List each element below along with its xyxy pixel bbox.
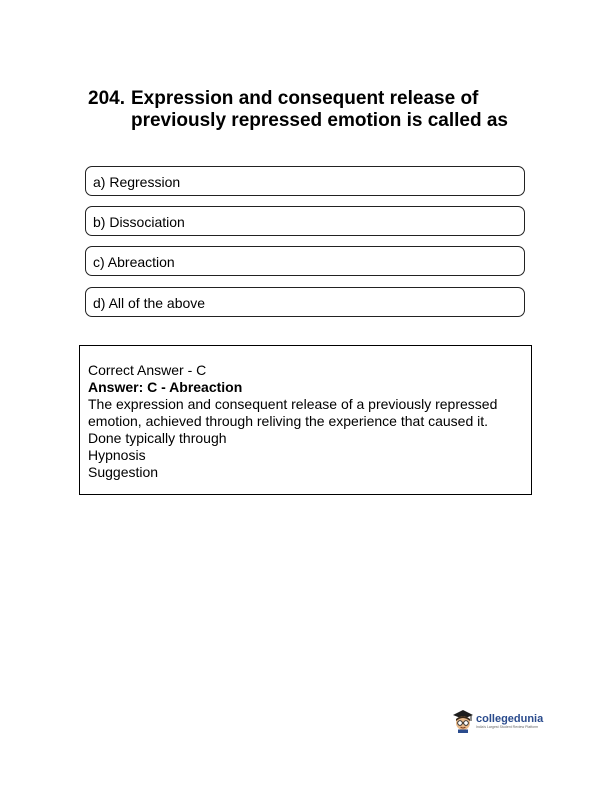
mascot-logo-icon	[452, 709, 474, 733]
answer-heading: Answer: C - Abreaction	[88, 379, 243, 395]
logo-tagline: India's Largest Student Review Platform	[476, 724, 539, 729]
option-a[interactable]: a) Regression	[85, 166, 525, 196]
option-d[interactable]: d) All of the above	[85, 287, 525, 317]
option-c[interactable]: c) Abreaction	[85, 246, 525, 276]
answer-explanation: The expression and consequent release of a previously repressed emotion, achieved through reliving the experience that caused it.	[88, 396, 498, 429]
question-number: 204.	[88, 88, 125, 109]
logo-name: collegedunia	[476, 712, 544, 725]
done-through-line: Done typically through	[88, 430, 227, 446]
collegedunia-logo	[452, 706, 562, 736]
question	[88, 88, 518, 132]
question-text: Expression and consequent release of previously repressed emotion is called as	[130, 88, 508, 131]
answer-box	[79, 345, 532, 495]
method-item: Hypnosis	[88, 447, 146, 463]
option-b[interactable]: b) Dissociation	[85, 206, 525, 236]
correct-answer-line: Correct Answer - C	[88, 362, 207, 378]
method-item: Suggestion	[88, 464, 159, 480]
